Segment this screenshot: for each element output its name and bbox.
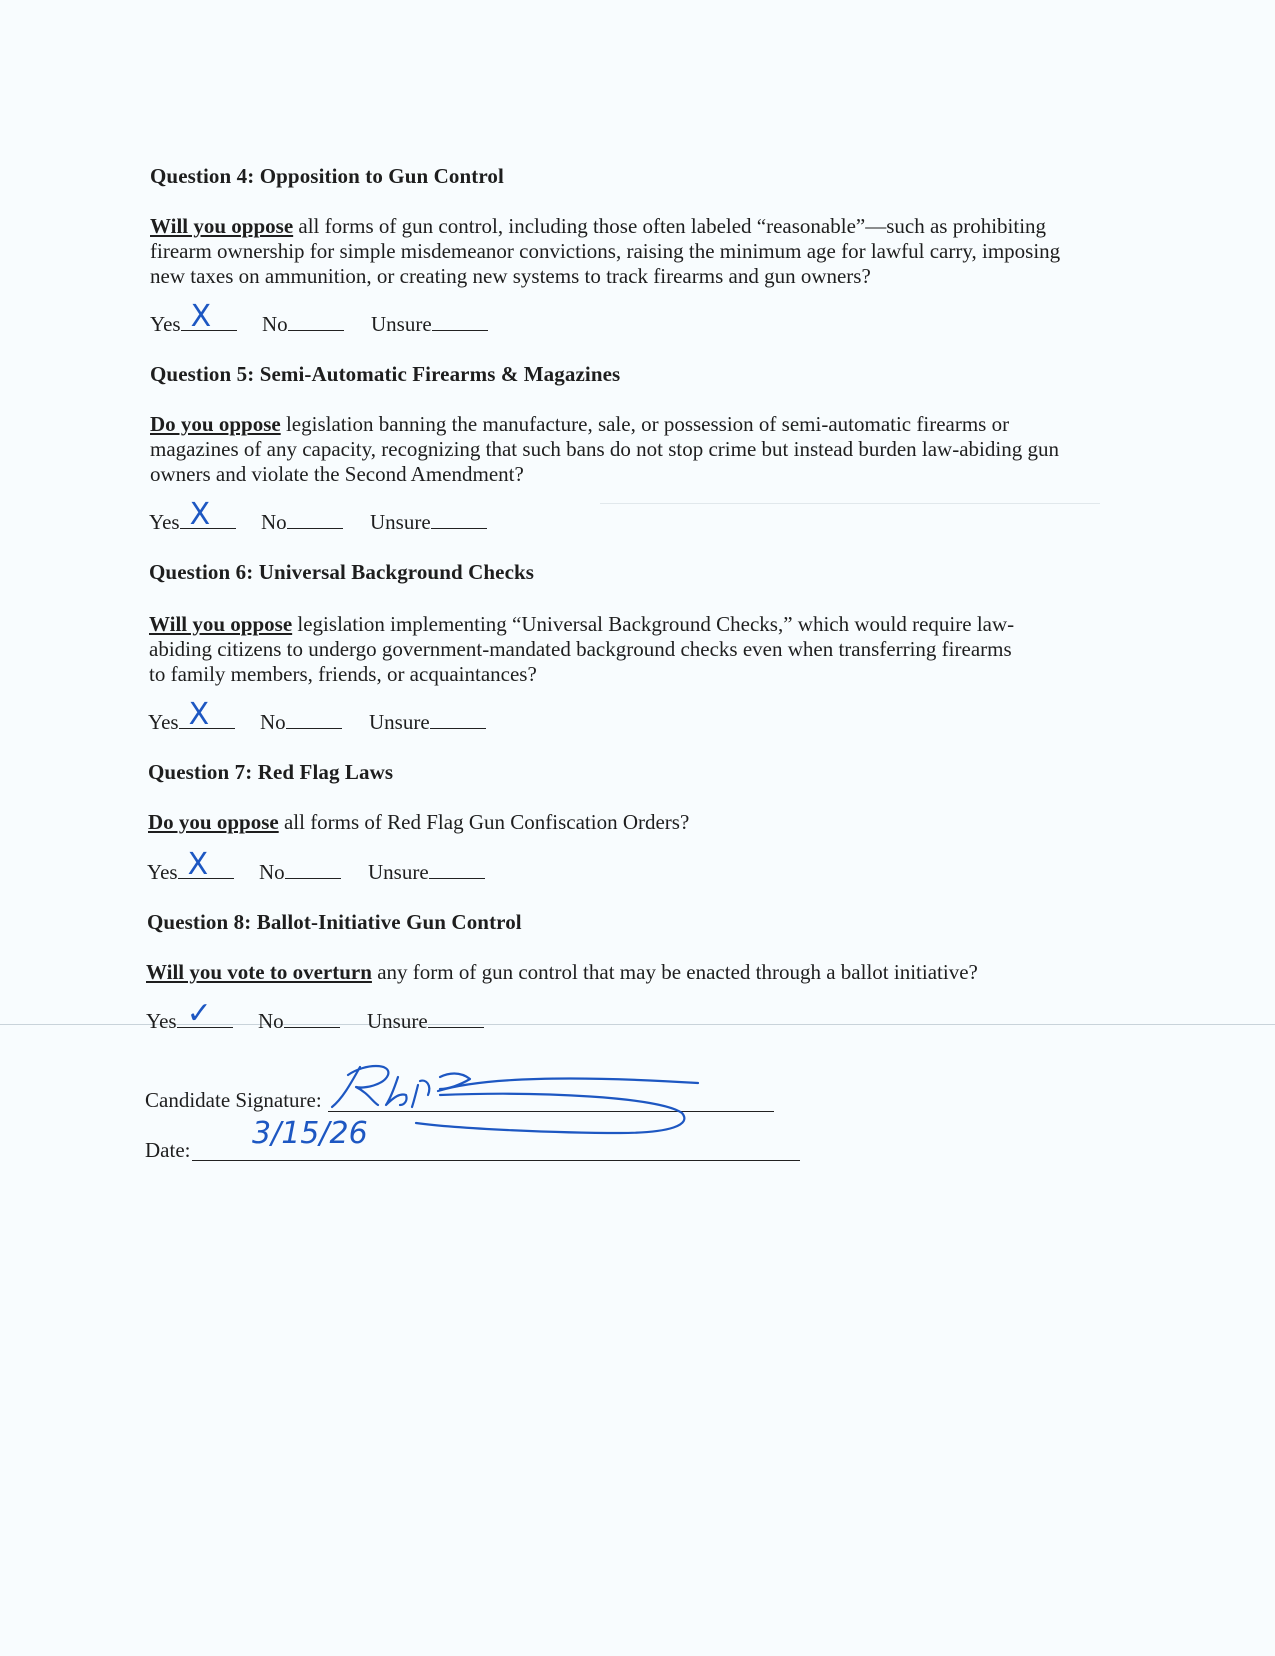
answer-no[interactable]: No [261, 510, 343, 535]
question-4-lead: Will you oppose [150, 214, 294, 238]
checkmark-x-icon: X [189, 497, 211, 532]
question-8-body: any form of gun control that may be enacted through a ballot initiative? [371, 960, 978, 984]
question-7-text [148, 810, 1108, 835]
date-label: Date: [145, 1138, 191, 1162]
answer-unsure[interactable]: Unsure [370, 510, 487, 535]
question-5-text [150, 412, 1065, 487]
question-8-text [146, 960, 1106, 985]
answer-yes[interactable]: Yes X [150, 312, 237, 337]
checkmark-x-icon: X [190, 299, 212, 334]
handwritten-date: 3/15/26 [252, 1116, 368, 1151]
question-4-heading: Question 4: Opposition to Gun Control [150, 164, 504, 188]
answer-no[interactable]: No [260, 710, 342, 735]
question-5-lead: Do you oppose [150, 412, 281, 436]
question-6-lead: Will you oppose [149, 612, 293, 636]
handwritten-signature [320, 1055, 710, 1145]
answer-yes[interactable]: Yes X [149, 510, 236, 535]
answer-no[interactable]: No [259, 860, 341, 885]
answer-unsure[interactable]: Unsure [367, 1009, 484, 1034]
question-7-heading: Question 7: Red Flag Laws [148, 760, 394, 784]
question-7-lead: Do you oppose [148, 810, 279, 834]
answer-yes[interactable]: Yes X [148, 710, 235, 735]
question-5-body: legislation banning the manufacture, sale, or possession of semi-automatic firearms or magazines of any capacity, recognizing that such bans do not stop crime but instead burden law-abiding gun owners and violate the Second Amendment? [150, 412, 1059, 486]
checkmark-icon: ✓ [186, 996, 212, 1031]
answer-unsure[interactable]: Unsure [368, 860, 485, 885]
question-4-text [150, 214, 1065, 289]
question-4-body: all forms of gun control, including those often labeled “reasonable”—such as prohibiting firearm ownership for simple misdemeanor convictions, raising the minimum age for lawful carry, imposing new taxes on ammunition, or creating new systems to track firearms and gun owners? [150, 214, 1061, 288]
answer-unsure[interactable]: Unsure [369, 710, 486, 735]
question-7-body: all forms of Red Flag Gun Confiscation Orders? [278, 810, 690, 834]
answer-yes[interactable]: Yes X [147, 860, 234, 885]
scan-artifact-line [600, 503, 1100, 504]
answer-yes[interactable]: Yes ✓ [146, 1009, 233, 1034]
signature-label: Candidate Signature: [145, 1088, 322, 1112]
date-line[interactable] [192, 1160, 800, 1161]
question-6-text [149, 612, 1019, 687]
answer-no[interactable]: No [258, 1009, 340, 1034]
checkmark-x-icon: X [187, 847, 209, 882]
question-8-heading: Question 8: Ballot-Initiative Gun Control [147, 910, 522, 934]
answer-no[interactable]: No [262, 312, 344, 337]
question-6-heading: Question 6: Universal Background Checks [149, 560, 535, 584]
question-5-heading: Question 5: Semi-Automatic Firearms & Magazines [150, 362, 621, 386]
question-8-lead: Will you vote to overturn [146, 960, 372, 984]
answer-unsure[interactable]: Unsure [371, 312, 488, 337]
question-6-body: legislation implementing “Universal Background Checks,” which would require law-abiding citizens to undergo government-mandated background checks even when transferring firearms to family members, friends, or acquaintances? [149, 612, 1015, 686]
checkmark-x-icon: X [188, 697, 210, 732]
